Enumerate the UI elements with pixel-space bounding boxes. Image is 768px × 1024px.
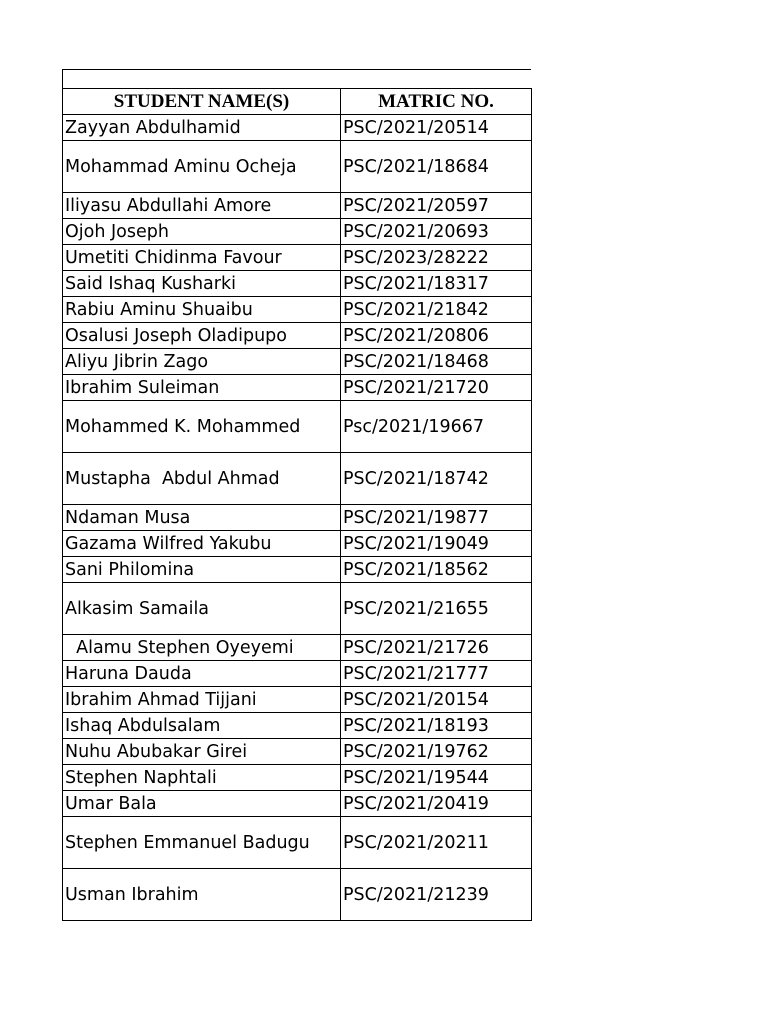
matric-number-cell: PSC/2021/21777 (341, 661, 532, 687)
matric-number-cell: Psc/2021/19667 (341, 401, 532, 453)
table-row (63, 505, 532, 531)
student-name-cell: Said Ishaq Kusharki (63, 271, 341, 297)
matric-number-cell: PSC/2021/19049 (341, 531, 532, 557)
student-name-cell: Haruna Dauda (63, 661, 341, 687)
matric-number-cell: PSC/2021/20597 (341, 193, 532, 219)
student-name-cell: Mohammad Aminu Ocheja (63, 141, 341, 193)
student-name-cell: Ishaq Abdulsalam (63, 713, 341, 739)
blank-top-row (62, 69, 531, 88)
table-row (63, 635, 532, 661)
table-row (63, 557, 532, 583)
student-name-cell: Ibrahim Suleiman (63, 375, 341, 401)
matric-number-cell: PSC/2021/18193 (341, 713, 532, 739)
table-row (63, 141, 532, 193)
table-row (63, 765, 532, 791)
matric-number-cell: PSC/2021/18742 (341, 453, 532, 505)
student-name-header: STUDENT NAME(S) (63, 89, 341, 115)
table-row (63, 817, 532, 869)
student-name-cell: Usman Ibrahim (63, 869, 341, 921)
matric-number-cell: PSC/2021/19762 (341, 739, 532, 765)
matric-number-cell: PSC/2021/20211 (341, 817, 532, 869)
student-name-cell: Rabiu Aminu Shuaibu (63, 297, 341, 323)
table-row (63, 401, 532, 453)
matric-number-cell: PSC/2021/18317 (341, 271, 532, 297)
matric-number-cell: PSC/2021/21842 (341, 297, 532, 323)
matric-number-cell: PSC/2021/20419 (341, 791, 532, 817)
student-name-cell: Stephen Naphtali (63, 765, 341, 791)
student-name-cell: Aliyu Jibrin Zago (63, 349, 341, 375)
student-name-cell: Ojoh Joseph (63, 219, 341, 245)
matric-number-cell: PSC/2021/19544 (341, 765, 532, 791)
table-row (63, 531, 532, 557)
student-name-cell: Ibrahim Ahmad Tijjani (63, 687, 341, 713)
matric-number-cell: PSC/2021/21239 (341, 869, 532, 921)
student-name-cell: Alkasim Samaila (63, 583, 341, 635)
table-header-row (63, 89, 532, 115)
matric-number-cell: PSC/2021/19877 (341, 505, 532, 531)
table-row (63, 583, 532, 635)
table-row (63, 193, 532, 219)
student-name-cell: Ndaman Musa (63, 505, 341, 531)
table-row (63, 219, 532, 245)
table-row (63, 453, 532, 505)
student-roster-table (62, 88, 532, 921)
student-name-cell: Mustapha Abdul Ahmad (63, 453, 341, 505)
table-row (63, 739, 532, 765)
student-name-cell: Stephen Emmanuel Badugu (63, 817, 341, 869)
table-row (63, 791, 532, 817)
table-row (63, 115, 532, 141)
student-name-cell: Alamu Stephen Oyeyemi (63, 635, 341, 661)
matric-number-cell: PSC/2021/18562 (341, 557, 532, 583)
matric-number-cell: PSC/2021/20806 (341, 323, 532, 349)
matric-number-cell: PSC/2021/21655 (341, 583, 532, 635)
matric-number-cell: PSC/2021/18684 (341, 141, 532, 193)
student-name-cell: Umar Bala (63, 791, 341, 817)
table-row (63, 245, 532, 271)
table-body (63, 115, 532, 921)
table-row (63, 713, 532, 739)
matric-number-header: MATRIC NO. (341, 89, 532, 115)
student-name-cell: Nuhu Abubakar Girei (63, 739, 341, 765)
student-name-cell: Gazama Wilfred Yakubu (63, 531, 341, 557)
table-row (63, 869, 532, 921)
matric-number-cell: PSC/2021/18468 (341, 349, 532, 375)
matric-number-cell: PSC/2021/20514 (341, 115, 532, 141)
student-roster-sheet (62, 69, 531, 921)
table-row (63, 349, 532, 375)
student-name-cell: Sani Philomina (63, 557, 341, 583)
student-name-cell: Mohammed K. Mohammed (63, 401, 341, 453)
matric-number-cell: PSC/2021/21720 (341, 375, 532, 401)
table-row (63, 687, 532, 713)
table-row (63, 375, 532, 401)
table-row (63, 661, 532, 687)
table-row (63, 323, 532, 349)
matric-number-cell: PSC/2021/20154 (341, 687, 532, 713)
matric-number-cell: PSC/2021/20693 (341, 219, 532, 245)
matric-number-cell: PSC/2023/28222 (341, 245, 532, 271)
student-name-cell: Osalusi Joseph Oladipupo (63, 323, 341, 349)
student-name-cell: Umetiti Chidinma Favour (63, 245, 341, 271)
table-row (63, 271, 532, 297)
student-name-cell: Zayyan Abdulhamid (63, 115, 341, 141)
table-row (63, 297, 532, 323)
student-name-cell: Iliyasu Abdullahi Amore (63, 193, 341, 219)
matric-number-cell: PSC/2021/21726 (341, 635, 532, 661)
